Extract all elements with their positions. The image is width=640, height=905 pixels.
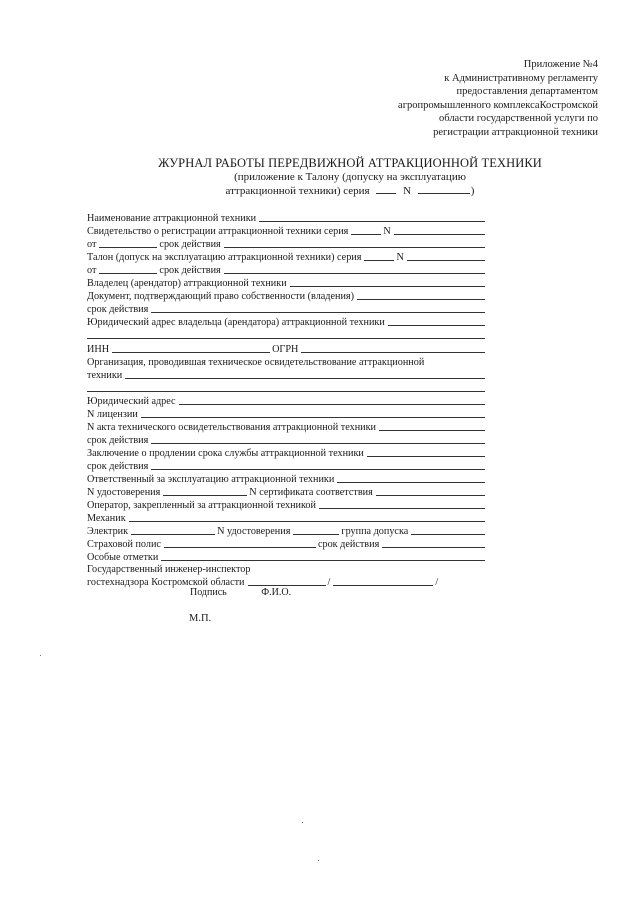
form-row-doc-validity [87,302,487,315]
owner-address-field-cont[interactable] [87,329,485,339]
subtitle-series-label: аттракционной техники) серия [225,185,370,197]
id-cert-label: N удостоверения [87,487,161,499]
title-block [150,156,550,198]
inspector-title: Государственный инженер-инспектор [87,564,251,575]
electrician-field[interactable] [131,525,215,535]
signature-field[interactable] [248,576,326,586]
scan-speck [318,860,319,861]
document-title: ЖУРНАЛ РАБОТЫ ПЕРЕДВИЖНОЙ АТТРАКЦИОННОЙ ТЕХНИКИ [158,156,542,170]
legal-address-label: Юридический адрес [87,395,176,407]
validity-label: срок действия [317,539,380,551]
extension-field[interactable] [367,447,485,457]
form-row-operator [87,498,487,511]
form-row-org-extra [87,381,487,394]
cert-label: Свидетельство о регистрации аттракционной техники серия [87,226,349,238]
conformity-field[interactable] [376,486,485,496]
caption-signature: Подпись [190,587,227,598]
form-row-responsible [87,472,487,485]
subtitle-line [150,184,550,198]
signature-block [87,562,487,588]
form-row-doc [87,289,487,302]
number-field[interactable] [418,184,470,194]
responsible-label: Ответственный за эксплуатацию аттракционной техники [87,473,335,485]
caption-full-name: Ф.И.О. [261,587,292,598]
journal-form [87,211,487,563]
talon-label: Талон (допуск на эксплуатацию аттракционной техники) серия [87,252,362,264]
act-validity-field[interactable] [151,434,485,444]
stamp-place: М.П. [189,613,212,624]
validity-label: срок действия [159,239,221,251]
org-label-cont: техники [87,369,123,381]
form-row-license [87,407,487,420]
ogrn-label: ОГРН [272,343,299,355]
operator-label: Оператор, закрепленный за аттракционной техникой [87,500,316,512]
act-field[interactable] [379,421,485,431]
validity-label: срок действия [87,460,149,472]
cert-series-field[interactable] [351,225,381,235]
from-label: от [87,265,97,277]
doc-validity-field[interactable] [151,303,485,313]
insurance-field[interactable] [164,538,316,548]
id-cert-label: N удостоверения [217,526,291,538]
signature-row [87,562,487,575]
form-row-org-cont [87,368,487,381]
form-row-extension-validity [87,459,487,472]
talon-date-field[interactable] [99,264,157,274]
scan-speck [302,822,303,823]
electrician-id-field[interactable] [293,525,339,535]
access-group-label: группа допуска [341,526,409,538]
n-label: N [396,252,404,264]
inn-label: ИНН [87,343,110,355]
scan-speck [40,655,41,656]
form-row-act-validity [87,433,487,446]
org-label: Организация, проводившая техническое освидетельствование аттракционной [87,356,425,368]
access-group-field[interactable] [411,525,485,535]
license-label: N лицензии [87,408,138,420]
talon-number-field[interactable] [407,251,485,261]
org-field-cont[interactable] [87,382,485,392]
form-row-mechanic [87,511,487,524]
name-field[interactable] [259,212,485,222]
appendix-header [298,58,598,140]
form-row-inn-ogrn [87,341,487,354]
insurance-label: Страховой полис [87,539,161,551]
talon-validity-field[interactable] [224,264,485,274]
form-row-owner-address [87,315,487,328]
notes-label: Особые отметки [87,552,159,564]
form-row-insurance [87,537,487,550]
inn-field[interactable] [112,343,270,353]
n-label: N [383,226,391,238]
appendix-line: предоставления департаментом [456,86,598,98]
cert-date-field[interactable] [99,238,157,248]
validity-label: срок действия [87,434,149,446]
form-row-owner-address-cont [87,328,487,341]
appendix-line: агропромышленного комплексаКостромской [398,99,598,111]
mechanic-label: Механик [87,513,126,525]
owner-field[interactable] [290,277,485,287]
id-cert-field[interactable] [163,486,247,496]
form-row-cert [87,224,487,237]
form-row-org [87,355,487,368]
owner-address-label: Юридический адрес владельца (арендатора) аттракционной техники [87,317,385,329]
form-row-extension [87,446,487,459]
form-row-talon [87,250,487,263]
license-field[interactable] [141,408,485,418]
inspector-org: гостехнадзора Костромской области [87,577,245,588]
operator-field[interactable] [319,499,485,509]
signature-captions [190,587,291,598]
act-label: N акта технического освидетельствования аттракционной техники [87,421,376,433]
ogrn-field[interactable] [301,343,485,353]
subtitle-line: (приложение к Талону (допуску на эксплуатацию [234,171,466,183]
responsible-field[interactable] [337,473,485,483]
owner-label: Владелец (арендатор) аттракционной техники [87,278,287,290]
ownership-doc-label: Документ, подтверждающий право собственности (владения) [87,291,354,303]
mechanic-field[interactable] [129,512,485,522]
form-row-cert-date [87,237,487,250]
validity-label: срок действия [87,304,149,316]
appendix-line: области государственной услуги по [438,113,598,125]
name-label: Наименование аттракционной техники [87,213,257,225]
form-row-electrician [87,524,487,537]
ownership-doc-field[interactable] [357,290,485,300]
slash: / [435,577,439,588]
series-field[interactable] [376,184,396,194]
talon-series-field[interactable] [364,251,394,261]
form-row-talon-date [87,263,487,276]
extension-validity-field[interactable] [151,460,485,470]
extension-label: Заключение о продлении срока службы аттракционной техники [87,447,364,459]
cert-validity-field[interactable] [224,238,485,248]
subtitle-close: ) [470,185,475,197]
conformity-label: N сертификата соответствия [249,487,373,499]
slash: / [327,577,331,588]
legal-address-field[interactable] [179,395,485,405]
from-label: от [87,239,97,251]
validity-label: срок действия [159,265,221,277]
form-row-act [87,420,487,433]
cert-number-field[interactable] [394,225,485,235]
full-name-field[interactable] [333,576,433,586]
form-row-owner [87,276,487,289]
insurance-validity-field[interactable] [382,538,485,548]
org-field[interactable] [125,369,485,379]
notes-field[interactable] [161,551,485,561]
owner-address-field[interactable] [388,316,485,326]
subtitle-n-label: N [403,185,412,197]
electrician-label: Электрик [87,526,129,538]
appendix-line: регистрации аттракционной техники [433,126,598,138]
appendix-line: Приложение №4 [523,59,598,70]
appendix-line: к Административному регламенту [444,72,598,84]
form-row-legal-address [87,394,487,407]
form-row-id-cert [87,485,487,498]
form-row-name [87,211,487,224]
